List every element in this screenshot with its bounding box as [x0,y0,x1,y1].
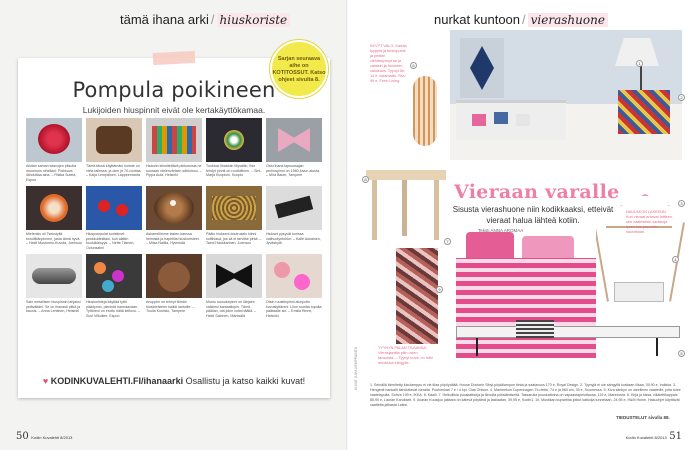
grid-item [266,186,322,251]
right-page-number: Kodin Kuvalehti 8/2013 51 [625,431,682,442]
next-topic-badge: Sarjan seuraava aihe on KOTITOSSUT. Katso ohjeet sivulta 8. [270,40,328,98]
product-credits: 1. Seinällä kiinnitetty lukulamppu ei vie tilaa yöpöydältä. House Doctorin Sibyl-pöytälampun hinta ja saatavuus 170 e, Royal Design. 2. Tyynyjä ei ole sängyllä koskaan liikaa, 39,90 e, Indiska. 3. Hengenit hankalit ilahduttavat vieraita. Puuhenkari 7 e / 4 kpl, Clas Ohlson. 4. Marimekon Copenhagen-Tiu-tekki, 74 e ja 560 cm, 39 e, Suomessa. 5. Kiva sänkyn on oleellinen vaatteille, joita tulee vaatelapulta. Sohva 199 e, IKEA. 6. Kaalli. 7. Helkullisia puuskattoeja ja tiimoita piiristämiseltä. Tassarulla puuskattoina on vapaastapelottavaa, 119 e, Mariniosta. 8. Kirja ja kissa. villatettikappale 85,90 e, Lauran Karukselt. 9. Avaran Kuusijuo jakkara on kätevä pöytänä ja lasilaatan, 39,95 e, Kodin1. 10. Mustikan kupsetitia jotkut katkoija tunnetaan, 24,95 e, H&M Home. Hakuohjet käyttävät vaatteita jalkasta Lakisi. [370,383,681,407]
print-pillow [396,248,438,344]
item-caption: Alkitan saman kasvojen pitsulla muunnoin oiheilani. Poikkuva ilahduttaa aina. – Riikka Sutela, Espoo [26,164,77,182]
butterfly-photo [266,118,322,162]
callout-1: 1 [636,60,643,67]
callout-6: 6 [410,62,417,69]
item-caption: Sain metallisen hiuspinnin lahjaksi ystävältäni. Se on ihanasti pitkä ja kaunis. – Anna Lehtinen, Helsinki [26,300,81,314]
participate-footer [18,376,330,386]
sequin-clip-photo [206,118,262,162]
left-page-number: 50 Kodin Kuvalehti 8/2013 [16,431,73,442]
callout-3: 3 [678,200,685,207]
inquiries-note: TIEDUSTELUT sivulla 88. [616,415,670,420]
tape-strip [153,51,196,65]
bench [456,320,680,356]
flower-pins-photo [266,254,322,298]
grid-item [26,186,82,251]
item-caption: Anoppini on tehnyt tämän hiuskoristeen kaikki lantoille. – Tuulia Koivisto, Tampere [146,300,195,314]
item-caption: Tämä tässä käyttämäni koriste on viela tallessa, ja olen jo 70-vuotias. – Kaija Lempäinen, Lappeenranta [86,164,142,178]
callout-2: 2 [678,94,685,101]
photo-grid [26,118,322,319]
red-pompom-photo [86,186,142,230]
grid-item [86,118,142,183]
metal-clip-photo [26,254,82,298]
lamp-annotation: KEVYT VALO. Kaislia tyyppiä ja tunkopumii ja pedien viehässynnyt se ja valaisin ja huoneen valoisuus. Tyynyt 5e-14 e, kalamatto. Sivu 99 e, Ferm Living [370,44,407,83]
leather-clip-photo [86,118,142,162]
section-sub-label: vierashuone [528,13,608,27]
feature-headline: Vieraan varalle [454,181,620,203]
pin-set-photo [146,118,202,162]
photo-card [18,58,330,398]
grid-item [146,254,202,319]
grid-item [206,186,262,251]
red-flower-photo [26,118,82,162]
brown-bun-photo [146,254,202,298]
section-label: tämä ihana arki [120,12,209,27]
patterned-pillow [618,90,670,134]
right-section-header: nurkat kuntoon / vierashuone [434,12,608,27]
right-page [348,0,696,450]
clothes-rack [596,222,686,314]
section-sub-label: hiuskoriste [217,13,291,27]
wooden-stool [366,170,446,240]
left-section-header: tämä ihana arki / hiuskoriste [120,12,290,27]
orange-flower-photo [26,186,82,230]
item-caption: Hiuksiin kiinnitettävä pikkuruisia ne suoraan värienvärisen sähkösuu. – Pippa Aula, Helsinki [146,164,202,178]
callout-4: 4 [672,256,679,263]
pillow-annotation: TYYNYN PALAN TILAANSA. Vierasjaetilta pilin ovien tavuoista. – Tyynyt kuva, on tutki muottuva sängylle. [378,346,433,365]
footer-text: Osallistu ja katso kaikki kuvat! [185,376,306,386]
black-bow-photo [206,254,262,298]
callout-9: 9 [436,286,443,293]
grid-item [26,254,82,319]
grid-item [146,186,202,251]
callout-7: 7 [444,238,451,245]
callout-8: 8 [362,176,369,183]
page-title: Pompula poikineen [72,78,276,102]
grid-item [266,118,322,183]
item-caption: Askarrellimme lasten kanssa helmistä ja hapetilla hiuskoristeet. – Miisa Nallila, Hyvinkää [146,232,200,246]
rattan-pendant-lamp [410,76,440,146]
footer-url[interactable]: KODINKUVALEHTI.FI/ihanaarki [50,376,184,386]
grid-item [206,254,262,319]
hanger-annotation: NAULAKON LAKEENN. Kun vieraat antavat laitteen, sen vaatesekin sankkoja tysen kun paraskin huonetaan. [626,210,674,234]
grid-item [206,118,262,183]
photo-credit: KUVAT JUHA KEMPPAINEN [354,346,358,390]
item-caption: Hiukset pysyvät kurissa valihuotyntohke. – Kalle Aukainen, Jyväskylä [266,232,321,246]
callout-5: 5 [678,350,685,357]
item-caption: Pääin hiukseni doutruselu kiinni sulfihiasa, jos sä ei tarvitse pintä. – Taimi Haukkarinen, Joensuu [206,232,262,246]
item-caption: Mielenkin oli Tsekstyllä koruliittänpinnen, jasta tämä hyvä. – Heidi Mustonen-Kuvola, Joensuu [26,232,82,246]
item-caption: Ostu ihana lapsuusajan perhospinni on 1980-luvun alusta. – Mira Bauer, Tampere [266,164,320,178]
grid-item [86,254,142,319]
hair-ties-photo [146,186,202,230]
wall-art [460,38,504,98]
item-caption: Tuokiosi Ilkastuin Mysäilin. Itse tehdyt pinnit on roottoitinen. – Sini-Marja Kuopioin, Kuopio [206,164,262,178]
kids-clips-photo [86,254,142,298]
item-caption: Hiuspompulat koristimet peukkudestiani, kun alattin kouluikäisyys. – Nette Tiainen, Oulunsalmi [86,232,135,250]
page-subtitle: Lukijoiden hiuspinnit eivät ole kertakäyttökamaa. [82,105,266,115]
gold-clip-photo [206,186,262,230]
black-comb-photo [266,186,322,230]
section-label: nurkat kuntoon [434,12,521,27]
item-caption: Hiuskoristeja käyttää tyttö päädymin, pienistä harmaavaan. Tyttöreni on erottu näitä kelluvu. – Suvi Vilkuilee, Espoo [86,300,140,318]
feature-deck: Sisusta vierashuone niin kodikkaaksi, etteivät vieraat halua lähteä kotiin. [452,205,614,225]
grid-item [266,254,322,319]
item-caption: Otsin ruusitinpinni alunpotin kuvustyttäreni. Lilun roustta topulta päätaalle sin. – Emilia Rinne, Helsinki [266,300,322,318]
heart-icon: ♥ [42,376,49,386]
grid-item [86,186,142,251]
pink-hanger [620,188,670,210]
feature-byline: Teksti ANNA AROMAA [478,228,524,233]
item-caption: Mustu ruusukepinni on lähjaen valkkesi kantaaliopin. Tämä pääilan, ota jokin vottoi täällä. – Heidi Salonen, Mäntsälä [206,300,257,318]
grid-item [26,118,82,183]
grid-item [146,118,202,183]
room-photo [450,30,682,160]
